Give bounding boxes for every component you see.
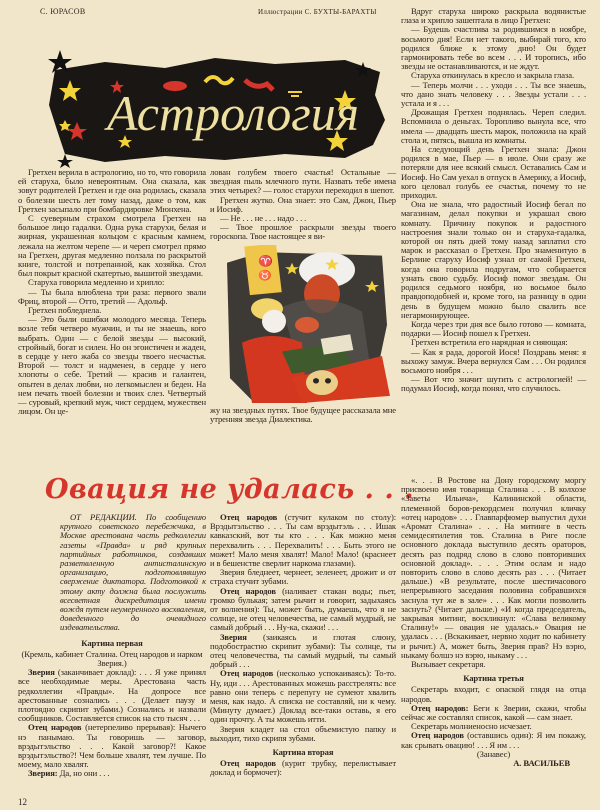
svg-text:♉: ♉ xyxy=(258,270,272,282)
illustrator-credit: Иллюстрации С. БУХТЫ-БАРАХТЫ xyxy=(258,8,377,16)
paragraph-text: (наливает стакан воды; пьет, громко булькая; затем рычит и говорит, задыхаясь от волнения): Ты, может быть, думаешь, что я не солнце, не отец человечества, не самый мудрый, не самый добрый . . . Ну-ка, скажи! . . . xyxy=(210,585,396,633)
paragraph xyxy=(401,145,586,200)
paragraph-text: (Занавес) xyxy=(476,748,511,759)
scene-heading xyxy=(210,748,396,757)
paragraph xyxy=(401,660,586,669)
paragraph-text: Зверия кладет на стол объемистую папку и выходит, тихо скрипя зубами. xyxy=(210,723,396,743)
satire-column-left xyxy=(18,513,206,779)
paragraph-text: Старуха говорила медленно и хрипло: xyxy=(28,277,165,288)
paragraph-text: Секретарь входит, с опаской глядя на отца народов. xyxy=(401,684,586,704)
paragraph xyxy=(18,214,206,278)
paragraph xyxy=(18,288,206,306)
paragraph-text: ОТ РЕДАКЦИИ. По сообщению крупного советского перебежчика, в Москве арестована часть редколлегии газеты «Правда» и ряд крупных партийных работников, создавших разветвленную антисталинскую организацию, подготовлявшую свержение диктатора. Подготовкой к этому акту должна была послужить всесветная дискредитация имени вождя путем неумеренного восхваления, доведенного до очевидного издевательства. xyxy=(60,512,206,633)
paragraph xyxy=(210,168,396,196)
story-column-left xyxy=(18,168,206,416)
paragraph xyxy=(401,704,586,722)
paragraph xyxy=(401,731,586,749)
paragraph xyxy=(401,476,586,660)
speaker-name: Отец народов xyxy=(411,730,464,741)
paragraph-text: Дрожащая Гретхен поднялась. Череп следил. Вспомнила о деньгах. Торопливо вынула все, что имела — двадцать шесть марок, положила на край стола и, пятясь, вышла из комнаты. xyxy=(401,107,586,145)
paragraph-text: — Ты была влюблена три раза: первого звали Фриц, второй — Отто, третий — Адольф. xyxy=(18,286,206,306)
paragraph xyxy=(210,587,396,633)
paragraph-text: жу на звездных путях. Твое будущее рассказала мне утренняя звезда Диалектика. xyxy=(210,404,396,424)
paragraph-text: (заикаясь и глотая слюну, подобострастно скрипит зубами): Ты солнце, ты отец человечества, ты самый мудрый, ты самый добрый . . . xyxy=(210,631,396,670)
paragraph-text: Гретхен верила в астрологию, но то, что говорила ей старуха, было невероятным. Она сказала, как зовут родителей Гретхен и где она родилась, сказала о болезни шесть лет тому назад, даже о том, как Гретхен засыпало при бомбардировке Мюнхена. xyxy=(18,167,206,214)
paragraph xyxy=(18,769,206,778)
paragraph-text: — Теперь молчи . . . уходи . . . Ты все знаешь, что дано знать человеку . . . Звезды устали . . . устала и я . . . xyxy=(401,79,586,109)
paragraph-text: — Это были ошибки молодого месяца. Теперь возле тебя четверо мужчин, и ты не знаешь, кого выбрать. Один — с белой звезды — высокий, стройный, богат и силен. Но он эгоистичен и жаден, в сердце у него жаба со звезды твоего несчастья. Второй — толст и надменен, в сердце у него хлопоты о себе. Третий — красив и галантен, опытен в делах любви, но легкомыслен и беден. На нем печать твоей болезни и твоих слез. Четвертый — суровый, крепкий муж, чист сердцем, мужествен лицом. Он це- xyxy=(18,314,206,417)
svg-text:♈: ♈ xyxy=(258,255,273,267)
speaker-name: Отец народов xyxy=(220,585,276,596)
paragraph xyxy=(210,633,396,670)
paragraph xyxy=(210,669,396,724)
paragraph-text: (курит трубку, перелистывает доклад и бормочет): xyxy=(210,758,396,778)
paragraph-text: Беги к Зверии, скажи, чтобы сейчас же составлял список, какой — сам знает. xyxy=(401,702,587,723)
paragraph-text: А. ВАСИЛЬЕВ xyxy=(513,758,570,769)
paragraph xyxy=(18,723,206,769)
paragraph xyxy=(210,223,396,241)
speaker-name: Зверия xyxy=(220,631,247,642)
paragraph xyxy=(18,650,206,668)
paragraph xyxy=(401,7,586,25)
speaker-name: Отец народов xyxy=(28,722,82,733)
paragraph xyxy=(210,759,396,777)
editorial-note xyxy=(60,513,206,633)
paragraph-text: Вдруг старуха широко раскрыла водянистые глаза и хрипло зашептала в лицо Гретхен: xyxy=(401,6,586,26)
paragraph xyxy=(18,315,206,416)
paragraph-text: Картина первая xyxy=(81,637,143,648)
story-column-middle-top xyxy=(210,168,396,242)
paragraph-text: (заканчивает доклад): . . . Я уже принял все необходимые меры. Арестована часть редколлегии «Правды». На допросе все арестованные сознались . . . (Делает паузу и плотоядно скрипит зубами.) Сознались и назвали сообщников. Составляется список на сто тысяч . . . xyxy=(18,667,206,724)
paragraph xyxy=(210,196,396,214)
paragraph xyxy=(18,668,206,723)
paragraph xyxy=(401,25,586,71)
speaker-name: Зверия xyxy=(28,667,55,678)
paragraph-text: Картина третья xyxy=(463,673,524,684)
paragraph-text: Гретхен встретила его нарядная и сияющая: xyxy=(411,337,568,348)
author-name: С. ЮРАСОВ xyxy=(40,7,86,16)
paragraph-text: Зверия бледнеет, чернеет, зеленеет, дрожит и от страха стучит зубами. xyxy=(210,567,396,587)
paragraph xyxy=(401,108,586,145)
paragraph-text: (нетерпеливо прерывая): Нычего нэ панымаю. Ты говоришь — заговор, врэдытэльство . . . Какой заговор?! Какое врэдытэльство?! Чем больше хвалят, тем лучше. По моему, мало хвалят. xyxy=(18,722,206,770)
paragraph-text: Да, но они . . . xyxy=(57,768,110,779)
scene-heading xyxy=(18,639,206,648)
paragraph-text: Гретхен жутко. Она знает: это Сам, Джон, Пьер и Иосиф. xyxy=(210,194,396,214)
story-column-middle xyxy=(210,168,396,424)
paragraph-text: Гретхен побледнела. xyxy=(28,305,102,316)
fortune-teller-illustration xyxy=(222,245,390,403)
satire-title: Овация не удалась . . . xyxy=(45,474,415,505)
paragraph xyxy=(401,375,586,393)
paragraph-text: — Вот что значит шутить с астрологией! — подумал Иосиф, когда понял, что случилось. xyxy=(401,374,586,394)
title-artwork xyxy=(45,50,390,168)
paragraph-text: (Кремль, кабинет Сталина. Отец народов и нарком Зверия.) xyxy=(21,648,203,669)
story-column-right xyxy=(401,7,586,394)
speaker-name: Отец народов xyxy=(220,758,276,769)
skull-icon xyxy=(306,370,338,395)
astrology-title-banner xyxy=(45,50,390,168)
paragraph-text: Когда через три дня все было готово — комната, подарки — Иосиф пошел к Гретхен. xyxy=(401,318,586,339)
speaker-name: Зверия: xyxy=(28,768,58,779)
paragraph-text: — Не . . . не . . . надо . . . xyxy=(220,213,307,224)
speaker-name: Отец народов xyxy=(220,512,278,522)
paragraph xyxy=(401,81,586,109)
speaker-name: Отец народов: xyxy=(411,702,469,713)
paragraph-text: (оставшись один): Я им покажу, как срывать овацию! . . . Я им . . . xyxy=(401,730,586,750)
paragraph xyxy=(401,200,586,320)
paragraph xyxy=(210,406,396,424)
paragraph-text: Вызывает секретаря. xyxy=(411,659,486,670)
paragraph-text: Секретарь молниеносно исчезает. xyxy=(411,721,532,732)
paragraph-text: — Будешь счастлива за родившимся в ноябре, восьмого дня! Если нет такого, выбирай того, кто родился ближе к этому дню! Он будет гармонировать тебе во всем . . . И торопись, ибо звезды не останавливаются, и не ждут. xyxy=(401,24,586,72)
satire-column-middle xyxy=(210,513,396,778)
paragraph-text: — Твое прошлое раскрыли звезды твоего гороскопа. Твое настоящее я ви- xyxy=(210,222,396,242)
paragraph xyxy=(210,725,396,743)
paragraph xyxy=(210,568,396,586)
paragraph-text: Картина вторая xyxy=(272,747,334,758)
paragraph xyxy=(401,348,586,376)
paragraph-text: С суеверным страхом смотрела Гретхен на большое лицо гадалки. Одна рука старухи, белая и жирная, украшенная кольцом с красным камнем, лежала на желтом черепе — и череп смотрел прямо на Гретхен, другая медленно ползала по раскрытой книге, толстой и потрепанной, как хозяйка. Стол был покрыт красной скатертью, вышитой звездами. xyxy=(18,213,206,279)
paragraph-text: На следующий день Гретхен знала: Джон родился в мае, Пьер — в июле. Они сразу же потеряли для нее всякий смысл. Оставались Сам и Иосиф. Но Сам уехал в отпуск в Америку, а Иосиф, кого целовал голубь ее счастья, почему то не приходил. xyxy=(401,144,586,201)
paragraph-text: (несколько успокаиваясь): То-то. Ну, иди . . . Арестованных можешь расстрелять: все равно они теперь с перепугу не сумеют хвалить меня, как надо. А списка не составляй, ни к чему. (Минуту думает.) Доклад все-таки оставь, я его один прочту. А ты можешь итти. xyxy=(210,668,396,725)
paragraph-text: — Как я рада, дорогой Иося! Поздравь меня: я выхожу замуж. Вчера вернулся Сам . . . Он родился восьмого ноября . . . xyxy=(401,346,586,375)
paragraph xyxy=(18,168,206,214)
paragraph-text: лован голубем твоего счастья! Остальные — звездная пыль млечного пути. Назвать тебе имена этих четырех? — голос старухи переходил в шепот. xyxy=(210,167,396,196)
satire-column-right xyxy=(401,476,586,768)
paragraph xyxy=(210,513,396,568)
paragraph xyxy=(401,685,586,703)
paragraph xyxy=(401,320,586,338)
paragraph-text: Старуха откинулась в кресло и закрыла глаза. xyxy=(411,70,574,81)
scene-heading xyxy=(401,674,586,683)
paragraph-text: (стучит кулаком по столу): Врэдытэльство . . . Ты сам врэдытэль . . . Ишак кавказский, вот ты кто . . . Как можно меня перехвалить . . . Перехвалить! . . . Быть этого не может! Мало меня хвалят! Мало! Мало! (краснеет и в бешенстве сверлит наркома глазами). xyxy=(210,512,396,569)
story-title: Астрология xyxy=(107,85,360,141)
author-signature xyxy=(401,759,586,768)
paragraph-text: «. . . В Ростове на Дону городскому моргу присвоено имя товарища Сталина . . . В колхозе «Заветы Ильича», Калининской области, племенной боров-рекордсмен получил кличку «отец народов» . . . Главпарфюмер выпустил духи «Аромат Сталина» . . . На митинге в честь семидесятилетия тов. Сталина в Риге после основного доклада выступило десять ораторов, десять раз подряд слово в слово повторивших основной доклад». . . . Этим ослам и надо повторить слово в слово десять раз . . . (Читает дальше.) «В результате, после шестичасового непрерывного заседания половина собравшихся заснула тут же в зале» . . . Как могли позволить заснуть? (Читает дальше.) «И когда председатель, закрывая митинг, воскликнул: «Слава великому Сталину!» — овация не удалась.» Овация не удалась . . . (Вскакивает, нервно ходит по кабинету и рычит.) А, может быть, Зверия прав? Нэ вэрю, ныкаму болшэ нэ вэрю, ныкаму . . . xyxy=(401,475,586,660)
page-number: 12 xyxy=(18,797,27,807)
paragraph-text: Она не знала, что радостный Иосиф бегал по магазинам, делал покупки и украшал свою комнату. Причину покупок и радостного настроения знали только он и старуха-гадалка, которой он пять дней тому назад заплатил сто марок и рассказал о Гретхен. Про знаменитую в Берлине старуху Иосиф узнал от самой Гретхен, когда она говорила подругам, что собирается узнать свою судьбу. Иосиф помог звездам. Он родился седьмого ноября, но восьмое было правдоподобней и, кроме того, на разницу в один день в будущем можно было свалить все негармонирующее. xyxy=(401,199,586,320)
story-column-middle-bottom xyxy=(210,406,396,424)
speaker-name: Отец народов xyxy=(220,668,274,679)
